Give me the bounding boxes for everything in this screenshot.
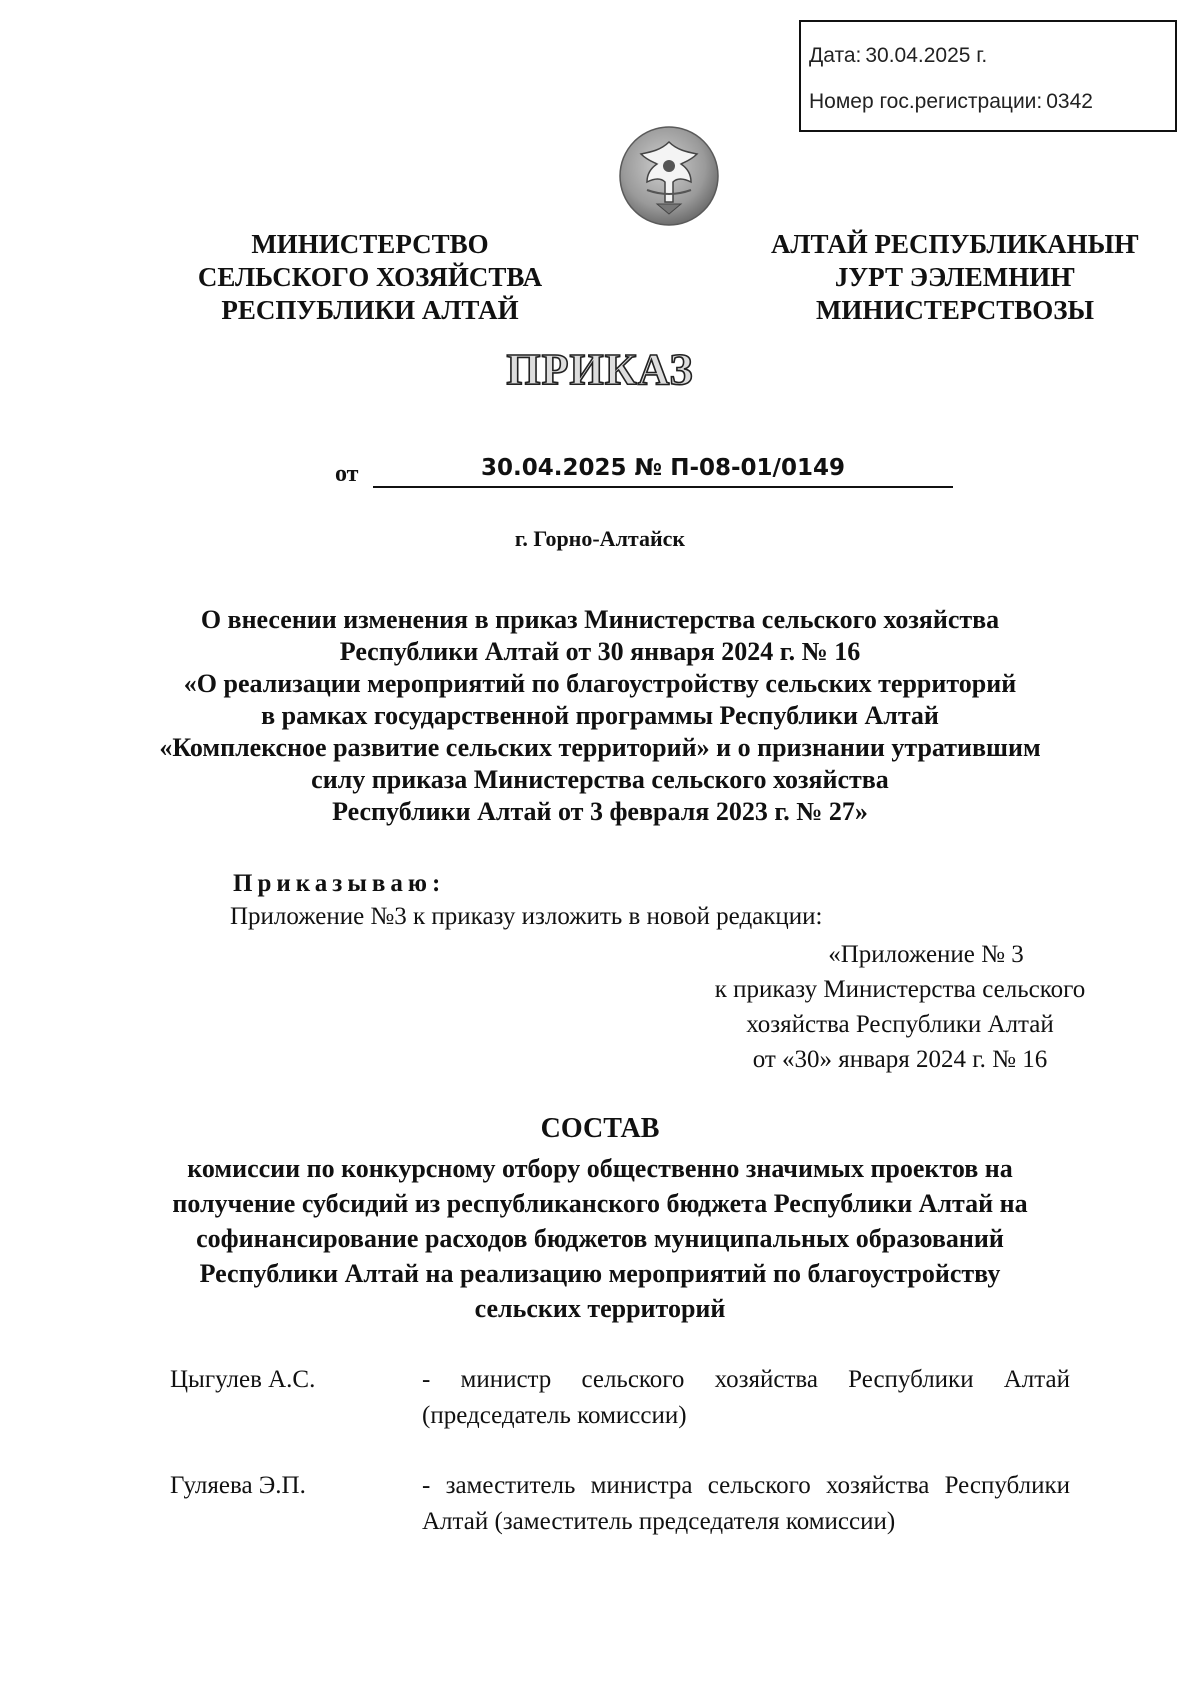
composition-subtitle-line: софинансирование расходов бюджетов муниципальных образований: [196, 1224, 1004, 1253]
appendix-reference: [660, 937, 1140, 1077]
appendix-line: от «30» января 2024 г. № 16: [752, 1046, 1048, 1073]
ministry-ru-line: МИНИСТЕРСТВО: [251, 229, 489, 259]
member-role: - министр сельского хозяйства Республики Алтай (председатель комиссии): [422, 1366, 1070, 1429]
heading-line: «О реализации мероприятий по благоустройству сельских территорий: [183, 669, 1017, 698]
appendix-line: хозяйства Республики Алтай: [746, 1011, 1054, 1038]
registration-number: [809, 90, 1093, 114]
appendix-line: к приказу Министерства сельского: [714, 976, 1086, 1003]
member-name: Гуляева Э.П.: [170, 1472, 306, 1499]
ministry-alt-line: МИНИСТЕРСТВОЗЫ: [815, 295, 1095, 325]
composition-subtitle-line: сельских территорий: [474, 1294, 726, 1323]
document-title: ПРИКАЗ: [506, 345, 694, 394]
composition-subtitle: [150, 1151, 1050, 1326]
registration-box: [799, 20, 1177, 132]
document-heading: [150, 604, 1050, 828]
heading-line: О внесении изменения в приказ Министерства сельского хозяйства: [200, 605, 1000, 634]
city: г. Горно-Алтайск: [514, 526, 686, 551]
ministry-alt-line: АЛТАЙ РЕСПУБЛИКАНЫҤ: [770, 229, 1140, 259]
ministry-ru-line: РЕСПУБЛИКИ АЛТАЙ: [221, 295, 519, 325]
ministry-name-russian: [180, 228, 560, 327]
composition-subtitle-line: Республики Алтай на реализацию мероприятий по благоустройству: [199, 1259, 1001, 1288]
order-line: [0, 455, 1200, 495]
registration-date-value: 30.04.2025 г.: [865, 44, 988, 67]
member-role: - заместитель министра сельского хозяйства Республики Алтай (заместитель председателя комиссии): [422, 1472, 1070, 1535]
ministry-name-altai: [755, 228, 1155, 327]
order-prefix: от: [335, 461, 359, 487]
ministry-alt-line: ЈУРТ ЭЭЛЕМНИҤ: [834, 262, 1076, 292]
composition-subtitle-line: получение субсидий из республиканского бюджета Республики Алтай на: [172, 1189, 1028, 1218]
member-name: Цыгулев А.С.: [170, 1366, 316, 1393]
heading-line: «Комплексное развитие сельских территорий» и о признании утратившим: [159, 733, 1041, 762]
composition-subtitle-line: комиссии по конкурсному отбору общественно значимых проектов на: [187, 1154, 1013, 1183]
registration-number-value: 0342: [1046, 90, 1093, 113]
coat-of-arms-icon: [617, 124, 721, 228]
heading-line: силу приказа Министерства сельского хозяйства: [311, 765, 889, 794]
registration-date-label: Дата:: [809, 44, 862, 67]
heading-line: в рамках государственной программы Республики Алтай: [261, 701, 939, 730]
heading-line: Республики Алтай от 3 февраля 2023 г. № 27»: [332, 797, 868, 826]
appendix-line: «Приложение № 3: [828, 941, 1024, 968]
decree-paragraph: Приложение №3 к приказу изложить в новой редакции:: [230, 903, 823, 930]
ministry-ru-line: СЕЛЬСКОГО ХОЗЯЙСТВА: [197, 262, 543, 292]
order-number: 30.04.2025 № П-08-01/0149: [481, 455, 845, 481]
composition-title: СОСТАВ: [540, 1113, 660, 1144]
registration-date: [809, 44, 987, 68]
order-underline: [373, 486, 953, 488]
registration-number-label: Номер гос.регистрации:: [809, 90, 1043, 113]
heading-line: Республики Алтай от 30 января 2024 г. № 16: [339, 637, 861, 666]
decree-word: Приказываю:: [233, 870, 446, 897]
